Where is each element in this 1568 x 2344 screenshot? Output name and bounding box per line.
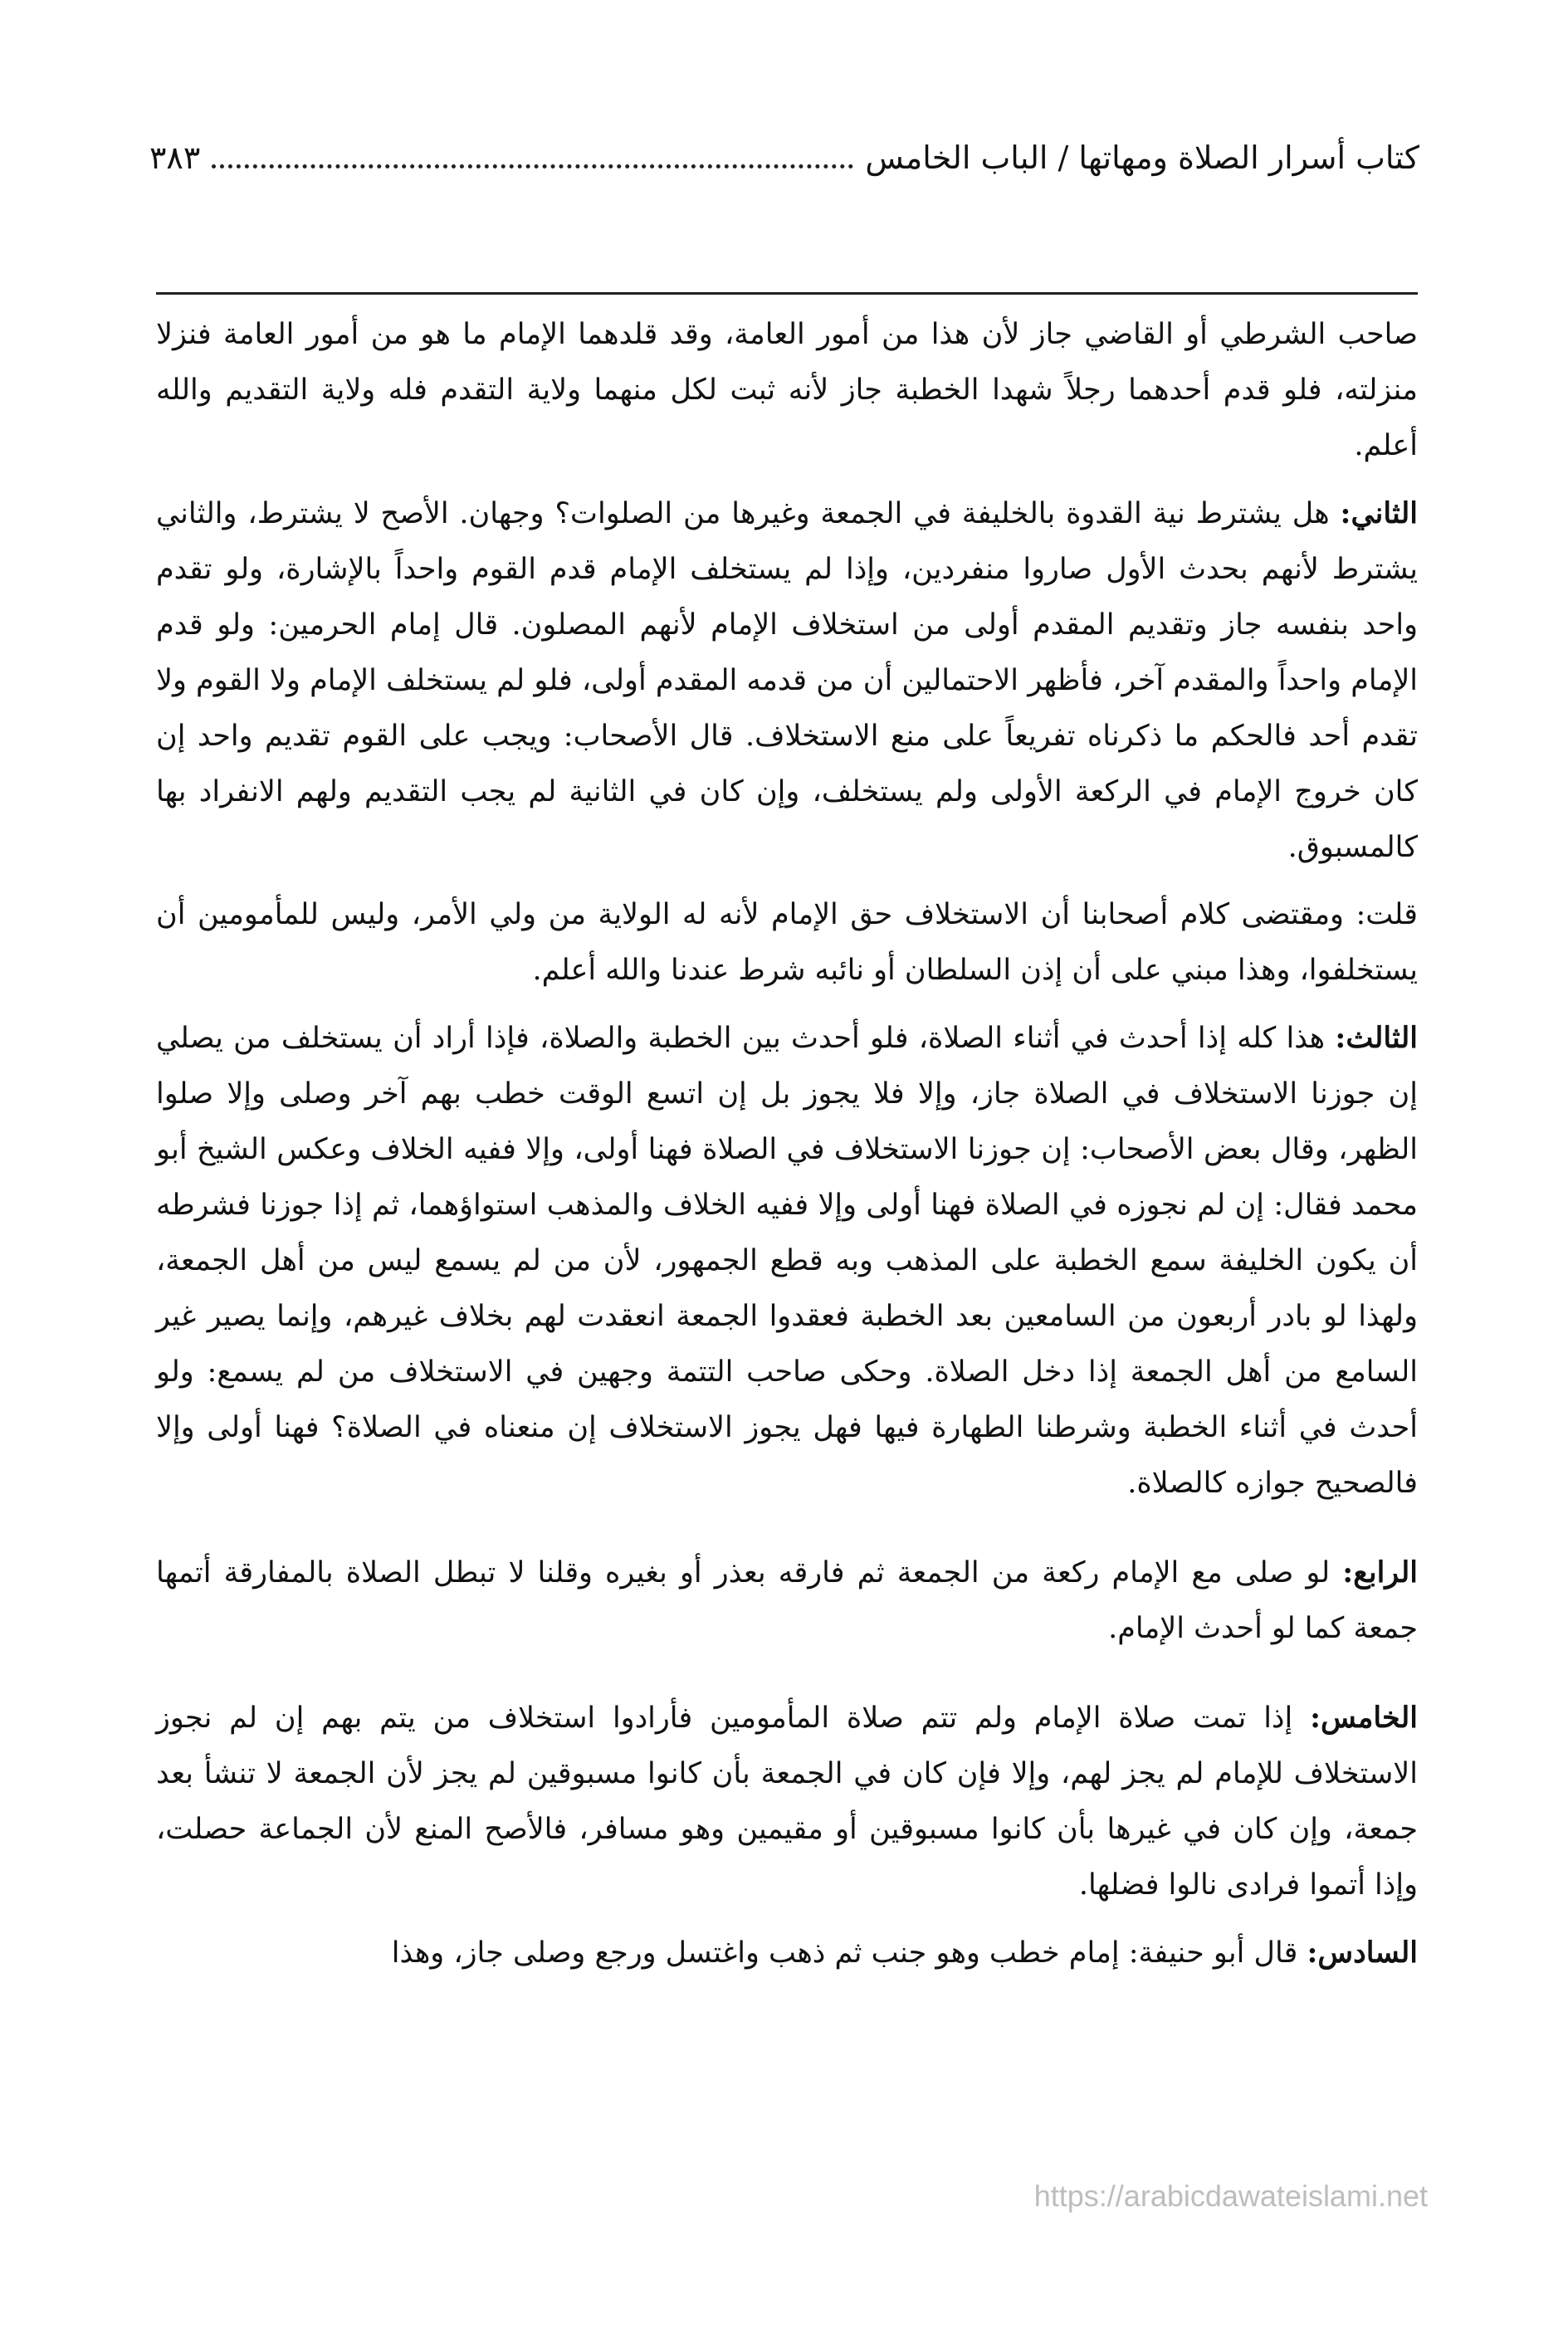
- paragraph-lead: الثالث:: [1335, 1021, 1418, 1055]
- paragraph-fourth: [156, 1545, 1418, 1657]
- page-body: [156, 307, 1418, 1981]
- header-rule: [156, 292, 1418, 295]
- paragraph-text: صاحب الشرطي أو القاضي جاز لأن هذا من أمور العامة، وقد قلدهما الإمام ما هو من أمور العامة فنزلا منزلته، فلو قدم أحدهما رجلاً شهدا الخطبة جاز لأنه ثبت لكل منهما ولاية التقدم فله ولاية التقديم والله أعلم.: [156, 318, 1418, 462]
- paragraph-lead: السادس:: [1307, 1936, 1418, 1970]
- paragraph-text: لو صلى مع الإمام ركعة من الجمعة ثم فارقه بعذر أو بغيره وقلنا لا تبطل الصلاة بالمفارقة أتمها جمعة كما لو أحدث الإمام.: [156, 1556, 1418, 1645]
- running-title: كتاب أسرار الصلاة ومهاتها / الباب الخامس: [865, 139, 1419, 176]
- paragraph-text: هل يشترط نية القدوة بالخليفة في الجمعة وغيرها من الصلوات؟ وجهان. الأصح لا يشترط، والثاني يشترط لأنهم بحدث الأول صاروا منفردين، وإذا لم يستخلف الإمام قدم القوم واحداً بالإشارة، ولو تقدم واحد بنفسه جاز وتقديم المقدم أولى من استخلاف الإمام لأنهم المصلون. قال إمام الحرمين: ولو قدم الإمام واحداً والمقدم آخر، فأظهر الاحتمالين أن من قدمه المقدم أولى، فلو لم يستخلف الإمام ولا القوم ولا تقدم أحد فالحكم ما ذكرناه تفريعاً على منع الاستخلاف. قال الأصحاب: ويجب على القوم تقديم واحد إن كان خروج الإمام في الركعة الأولى ولم يستخلف، وإن كان في الثانية لم يجب التقديم ولهم الانفراد بها كالمسبوق.: [156, 497, 1418, 864]
- paragraph-text: إذا تمت صلاة الإمام ولم تتم صلاة المأمومين فأرادوا استخلاف من يتم بهم إن لم نجوز الاستخلاف للإمام لم يجز لهم، وإلا فإن كان في الجمعة بأن كانوا مسبوقين لم يجز لأن الجمعة لا تنشأ بعد جمعة، وإن كان في غيرها بأن كانوا مسبوقين أو مقيمين وهو مسافر، فالأصح المنع لأن الجماعة حصلت، وإذا أتموا فرادى نالوا فضلها.: [156, 1702, 1418, 1902]
- paragraph-text: هذا كله إذا أحدث في أثناء الصلاة، فلو أحدث بين الخطبة والصلاة، فإذا أراد أن يستخلف من يصلي إن جوزنا الاستخلاف في الصلاة جاز، وإلا فلا يجوز بل إن اتسع الوقت خطب بهم آخر وصلى وإلا صلوا الظهر، وقال بعض الأصحاب: إن جوزنا الاستخلاف في الصلاة فهنا أولى، وإلا ففيه الخلاف وعكس الشيخ أبو محمد فقال: إن لم نجوزه في الصلاة فهنا أولى وإلا ففيه الخلاف والمذهب استواؤهما، ثم إذا جوزنا فشرطه أن يكون الخليفة سمع الخطبة على المذهب وبه قطع الجمهور، لأن من لم يسمع ليس من أهل الجمعة، ولهذا لو بادر أربعون من السامعين بعد الخطبة فعقدوا الجمعة انعقدت لهم بخلاف غيرهم، وإنما يصير غير السامع من أهل الجمعة إذا دخل الصلاة. وحكى صاحب التتمة وجهين في الاستخلاف من لم يسمع: ولو أحدث في أثناء الخطبة وشرطنا الطهارة فيها فهل يجوز الاستخلاف إن منعناه في الصلاة؟ فهنا أولى وإلا فالصحيح جوازه كالصلاة.: [156, 1022, 1418, 1500]
- paragraph-text: قال أبو حنيفة: إمام خطب وهو جنب ثم ذهب واغتسل ورجع وصلى جاز، وهذا: [391, 1936, 1307, 1970]
- paragraph-text: قلت: ومقتضى كلام أصحابنا أن الاستخلاف حق الإمام لأنه له الولاية من ولي الأمر، وليس للمأمومين أن يستخلفوا، وهذا مبني على أن إذن السلطان أو نائبه شرط عندنا والله أعلم.: [156, 898, 1418, 987]
- paragraph-third: [156, 1010, 1418, 1511]
- paragraph-lead: الخامس:: [1310, 1701, 1418, 1735]
- page-number: ٣٨٣: [149, 139, 201, 176]
- page-header: [149, 125, 1419, 191]
- paragraph-continuation: [156, 307, 1418, 474]
- paragraph-fifth: [156, 1690, 1418, 1913]
- paragraph-lead: الثاني:: [1340, 496, 1418, 530]
- watermark-url: https://arabicdawateislami.net: [1033, 2179, 1428, 2213]
- paragraph-sixth: [156, 1925, 1418, 1981]
- paragraph-note: [156, 887, 1418, 999]
- paragraph-lead: الرابع:: [1342, 1555, 1418, 1590]
- paragraph-second: [156, 486, 1418, 876]
- header-dot-leader: [212, 164, 853, 168]
